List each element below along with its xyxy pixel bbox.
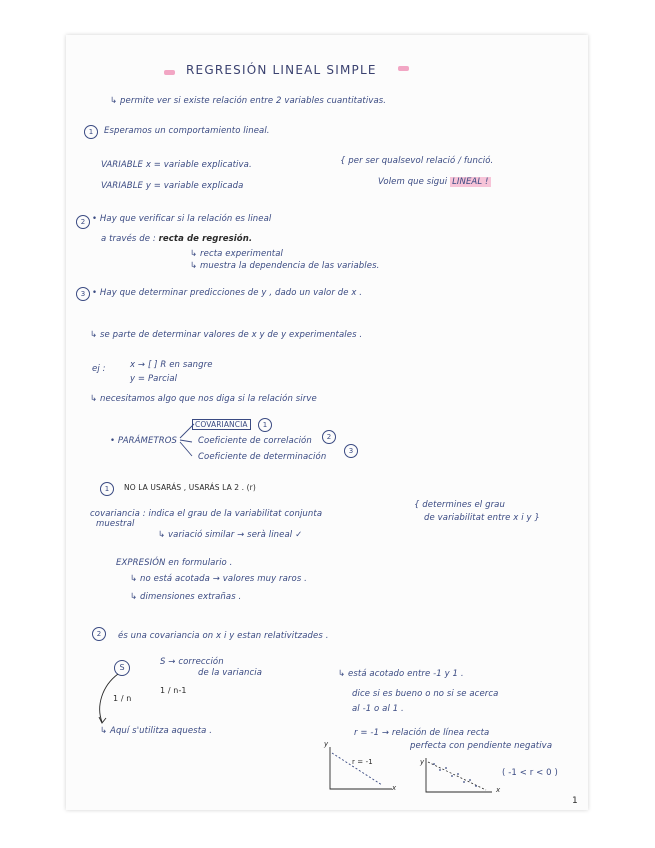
- section-2-through: [101, 234, 252, 244]
- example-y: y = Parcial: [130, 374, 178, 384]
- section-1-text: Esperamos un comportamiento lineal.: [104, 126, 270, 136]
- covariance-sample: muestral: [96, 519, 135, 529]
- section-3-text: • Hay que determinar predicciones de y , dado un valor de x .: [92, 288, 363, 298]
- correlation-section-number: 2: [92, 627, 106, 641]
- notebook-page: [66, 35, 588, 810]
- covariance-brace-2: de variabilitat entre x i y }: [424, 513, 540, 523]
- section-2-text: • Hay que verificar si la relación es lineal: [92, 214, 272, 224]
- s-arrow: [92, 672, 122, 732]
- fraction-1-n: 1 / n: [113, 694, 132, 703]
- title-highlight-right: [398, 66, 409, 71]
- says-line-2: al -1 o al 1 .: [352, 704, 404, 714]
- starting-point-line: ↳ se parte de determinar valores de x y de y experimentales .: [90, 330, 363, 340]
- example-label: ej :: [92, 364, 106, 374]
- correlation-definition: és una covariancia on x i y estan relativitzades .: [118, 631, 329, 641]
- s-correction-1: S → corrección: [160, 657, 224, 667]
- covariance-similar: ↳ variació similar → serà lineal ✓: [158, 530, 303, 540]
- graph-negative-scatter: [420, 758, 500, 798]
- no-usaras-line: NO LA USARÁS , USARÁS LA 2 . (r): [124, 483, 256, 492]
- parameter-2-number: 2: [322, 430, 336, 444]
- regression-line-label: recta de regresión.: [158, 234, 253, 244]
- expression-dimensions: ↳ dimensiones extrañas .: [130, 592, 242, 602]
- dependency-line: ↳ muestra la dependencia de las variables.: [190, 261, 380, 271]
- title-highlight-left: [164, 70, 175, 75]
- section-3-number: 3: [76, 287, 90, 301]
- page-title: REGRESIÓN LINEAL SIMPLE: [186, 63, 377, 77]
- graph-perfect-negative: [316, 745, 396, 795]
- s-circle: S: [114, 660, 130, 676]
- parameter-1: [192, 420, 251, 430]
- brace-note-1: { per ser qualsevol relació / funció.: [340, 156, 494, 166]
- graph1-y-label: y: [324, 740, 329, 748]
- says-line-1: dice si es bueno o no si se acerca: [352, 689, 499, 699]
- graph1-r-label: r = -1: [352, 758, 373, 766]
- covariance-section-number: 1: [100, 482, 114, 496]
- parameter-3: Coeficiente de determinación: [198, 452, 327, 462]
- expression-line: EXPRESIÓN en formulario .: [116, 558, 233, 568]
- aqui-line: ↳ Aquí s'utilitza aquesta .: [100, 726, 213, 736]
- parameter-3-number: 3: [344, 444, 358, 458]
- intro-line: ↳ permite ver si existe relación entre 2 variables cuantitativas.: [110, 96, 387, 106]
- experimental-line: ↳ recta experimental: [190, 249, 284, 259]
- need-line: ↳ necesitamos algo que nos diga si la relación sirve: [90, 394, 317, 404]
- graph2-y-label: y: [420, 758, 425, 766]
- brace-note-2: [378, 177, 491, 187]
- covariance-brace-1: { determines el grau: [414, 500, 505, 510]
- covariance-box: COVARIANCIA: [192, 419, 251, 430]
- example-x: x → [ ] R en sangre: [130, 360, 213, 370]
- parameter-1-number: 1: [258, 418, 272, 432]
- variable-x-line: VARIABLE x = variable explicativa.: [101, 160, 252, 170]
- graph1-x-label: x: [392, 784, 397, 792]
- through-label: a través de :: [101, 234, 156, 244]
- bounded-line: ↳ está acotado entre -1 y 1 .: [338, 669, 464, 679]
- lineal-highlight: LINEAL !: [452, 177, 489, 187]
- variable-y-line: VARIABLE y = variable explicada: [101, 181, 244, 191]
- section-2-number: 2: [76, 215, 90, 229]
- brace-note-2-text: Volem que sigui: [378, 177, 448, 187]
- expression-bound: ↳ no está acotada → valores muy raros .: [130, 574, 307, 584]
- parameters-label: • PARÁMETROS: [110, 436, 178, 446]
- r-negative-line: r = -1 → relación de línea recta: [354, 728, 490, 738]
- fraction-1-n-minus-1: 1 / n-1: [160, 686, 187, 695]
- section-1-number: 1: [84, 125, 98, 139]
- covariance-definition: covariancia : indica el grau de la variabilitat conjunta: [90, 509, 323, 519]
- graph2-x-label: x: [496, 786, 501, 794]
- parameter-2: Coeficiente de correlación: [198, 436, 312, 446]
- s-correction-2: de la variancia: [198, 668, 263, 678]
- r-negative-line-2: perfecta con pendiente negativa: [410, 741, 553, 751]
- r-range-label: ( -1 < r < 0 ): [502, 768, 558, 778]
- page-number: 1: [572, 796, 578, 806]
